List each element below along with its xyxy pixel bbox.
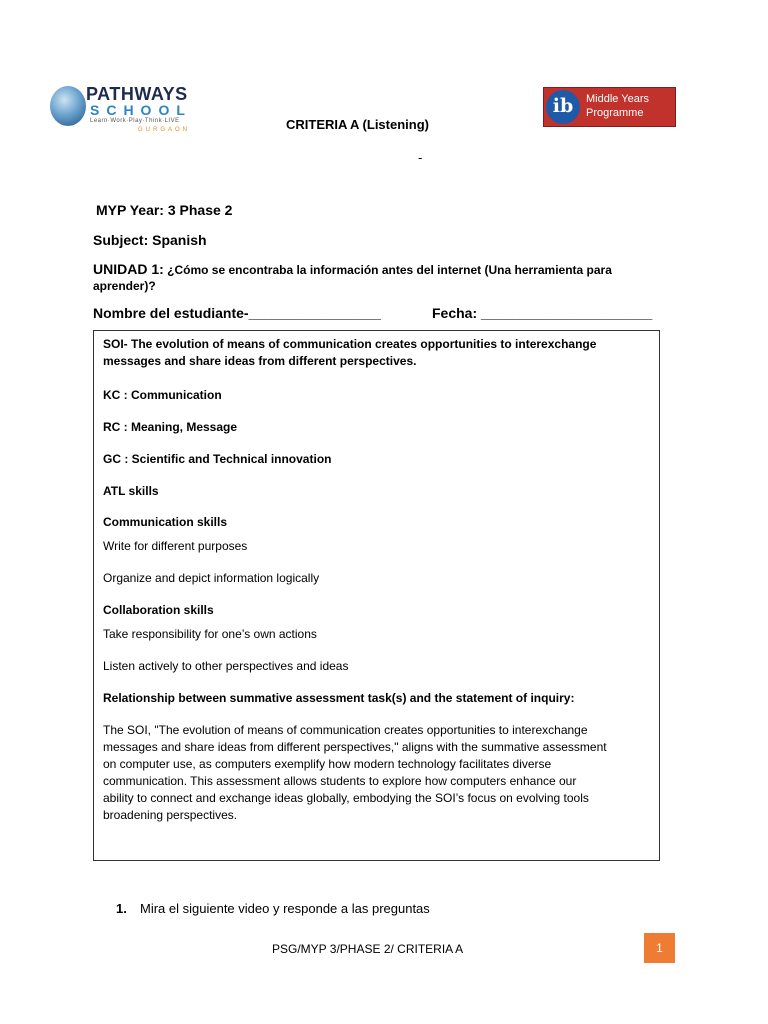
skill-item: Take responsibility for one’s own actions <box>103 627 317 641</box>
skill-item: Organize and depict information logically <box>103 571 320 585</box>
relationship-heading: Relationship between summative assessment task(s) and the statement of inquiry: <box>103 691 575 705</box>
skill-item: Write for different purposes <box>103 539 248 553</box>
paragraph-line: on computer use, as computers exemplify how modern technology facilitates diverse <box>103 757 552 771</box>
ib-line2: Programme <box>586 107 644 119</box>
paragraph-line: broadening perspectives. <box>103 808 238 822</box>
logo-city: GURGAON <box>138 127 191 133</box>
paragraph-line: ability to connect and exchange ideas globally, embodying the SOI’s focus on evolving tools <box>103 791 589 805</box>
skill-item: Listen actively to other perspectives and ideas <box>103 659 349 673</box>
logo-subtitle: SCHOOL <box>90 102 192 118</box>
myp-year: MYP Year: 3 Phase 2 <box>96 202 233 218</box>
soi-box <box>93 330 660 861</box>
pathways-school-logo <box>50 84 210 136</box>
dash-mark: - <box>418 150 423 165</box>
soi-line: messages and share ideas from different perspectives. <box>103 354 417 368</box>
subject-line: Subject: Spanish <box>93 232 207 248</box>
ib-line1: Middle Years <box>586 93 649 105</box>
related-concepts: RC : Meaning, Message <box>103 420 238 434</box>
communication-heading: Communication skills <box>103 515 228 529</box>
logo-title: PATHWAYS <box>86 84 188 104</box>
paragraph-line: The SOI, "The evolution of means of communication creates opportunities to interexchange <box>103 723 588 737</box>
page-number-badge: 1 <box>644 933 675 963</box>
key-concept: KC : Communication <box>103 388 222 402</box>
global-context: GC : Scientific and Technical innovation <box>103 452 332 466</box>
unit-question: ¿Cómo se encontraba la información antes del internet (Una herramienta para aprender)? <box>93 263 612 293</box>
atl-heading: ATL skills <box>103 484 159 498</box>
ib-programme-text <box>586 92 649 120</box>
date-field[interactable]: Fecha: ______________________ <box>432 305 653 321</box>
paragraph-line: communication. This assessment allows students to explore how computers enhance our <box>103 774 577 788</box>
globe-icon <box>50 86 86 126</box>
collaboration-heading: Collaboration skills <box>103 603 214 617</box>
ib-myp-logo <box>543 87 676 127</box>
criteria-title: CRITERIA A (Listening) <box>286 117 429 132</box>
question-number: 1. <box>116 901 127 916</box>
ib-circle-icon: ib <box>546 90 580 124</box>
question-text: Mira el siguiente video y responde a las preguntas <box>140 901 430 916</box>
page-footer: PSG/MYP 3/PHASE 2/ CRITERIA A <box>272 942 464 956</box>
unit-label: UNIDAD 1: <box>93 261 164 277</box>
unit-title <box>93 261 653 294</box>
logo-tagline: Learn·Work·Play·Think·LIVE <box>90 118 180 124</box>
paragraph-line: messages and share ideas from different perspectives," aligns with the summative assessment <box>103 740 607 754</box>
soi-line: SOI- The evolution of means of communication creates opportunities to interexchange <box>103 337 597 351</box>
student-name-field[interactable]: Nombre del estudiante-_________________ <box>93 305 381 321</box>
